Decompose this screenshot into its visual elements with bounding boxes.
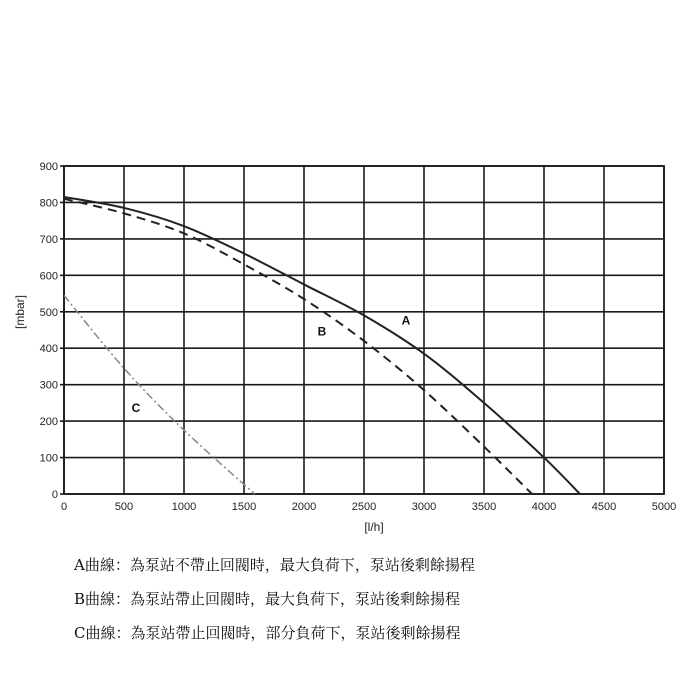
- curve-c-label: C: [131, 401, 141, 415]
- x-tick-label: 3000: [411, 501, 437, 513]
- y-tick-label: 300: [39, 379, 58, 392]
- y-tick-label: 500: [39, 306, 58, 319]
- x-tick-label: 5000: [651, 501, 677, 513]
- x-tick-label: 2500: [351, 501, 377, 513]
- x-tick-label: 4500: [591, 501, 617, 513]
- curve-b-line: [64, 199, 532, 494]
- curve-a-label: A: [401, 313, 411, 328]
- curve-a-line: [64, 197, 580, 494]
- curve-description-legend: [74, 548, 684, 650]
- curve-c-line: [64, 295, 255, 494]
- x-tick-label: 0: [60, 501, 68, 513]
- legend-line-a: A曲線：為泵站不帶止回閥時，最大負荷下，泵站後剩餘揚程: [74, 556, 475, 574]
- x-tick-label: 1000: [171, 501, 197, 513]
- curves: [64, 197, 580, 494]
- x-tick-label: 4000: [531, 501, 557, 513]
- legend-line-c: C曲線：為泵站帶止回閥時，部分負荷下，泵站後剩餘揚程: [74, 624, 461, 642]
- curve-b-label: B: [317, 324, 327, 339]
- x-tick-label: 3500: [471, 501, 497, 513]
- y-tick-label: 400: [39, 343, 58, 356]
- y-axis-label: [mbar]: [13, 294, 27, 330]
- legend-line-b: B曲線：為泵站帶止回閥時，最大負荷下，泵站後剩餘揚程: [74, 590, 461, 608]
- x-axis-label: [l/h]: [364, 520, 384, 534]
- y-tick-label: 900: [39, 161, 58, 173]
- y-tick-label: 200: [39, 416, 58, 429]
- y-tick-label: 700: [39, 233, 58, 246]
- y-tick-label: 600: [39, 270, 58, 283]
- y-tick-label: 0: [51, 489, 58, 501]
- y-tick-label: 100: [39, 452, 58, 465]
- x-tick-label: 2000: [291, 501, 317, 513]
- y-tick-label: 800: [39, 197, 58, 210]
- x-tick-label: 1500: [231, 501, 257, 513]
- x-tick-label: 500: [114, 501, 134, 513]
